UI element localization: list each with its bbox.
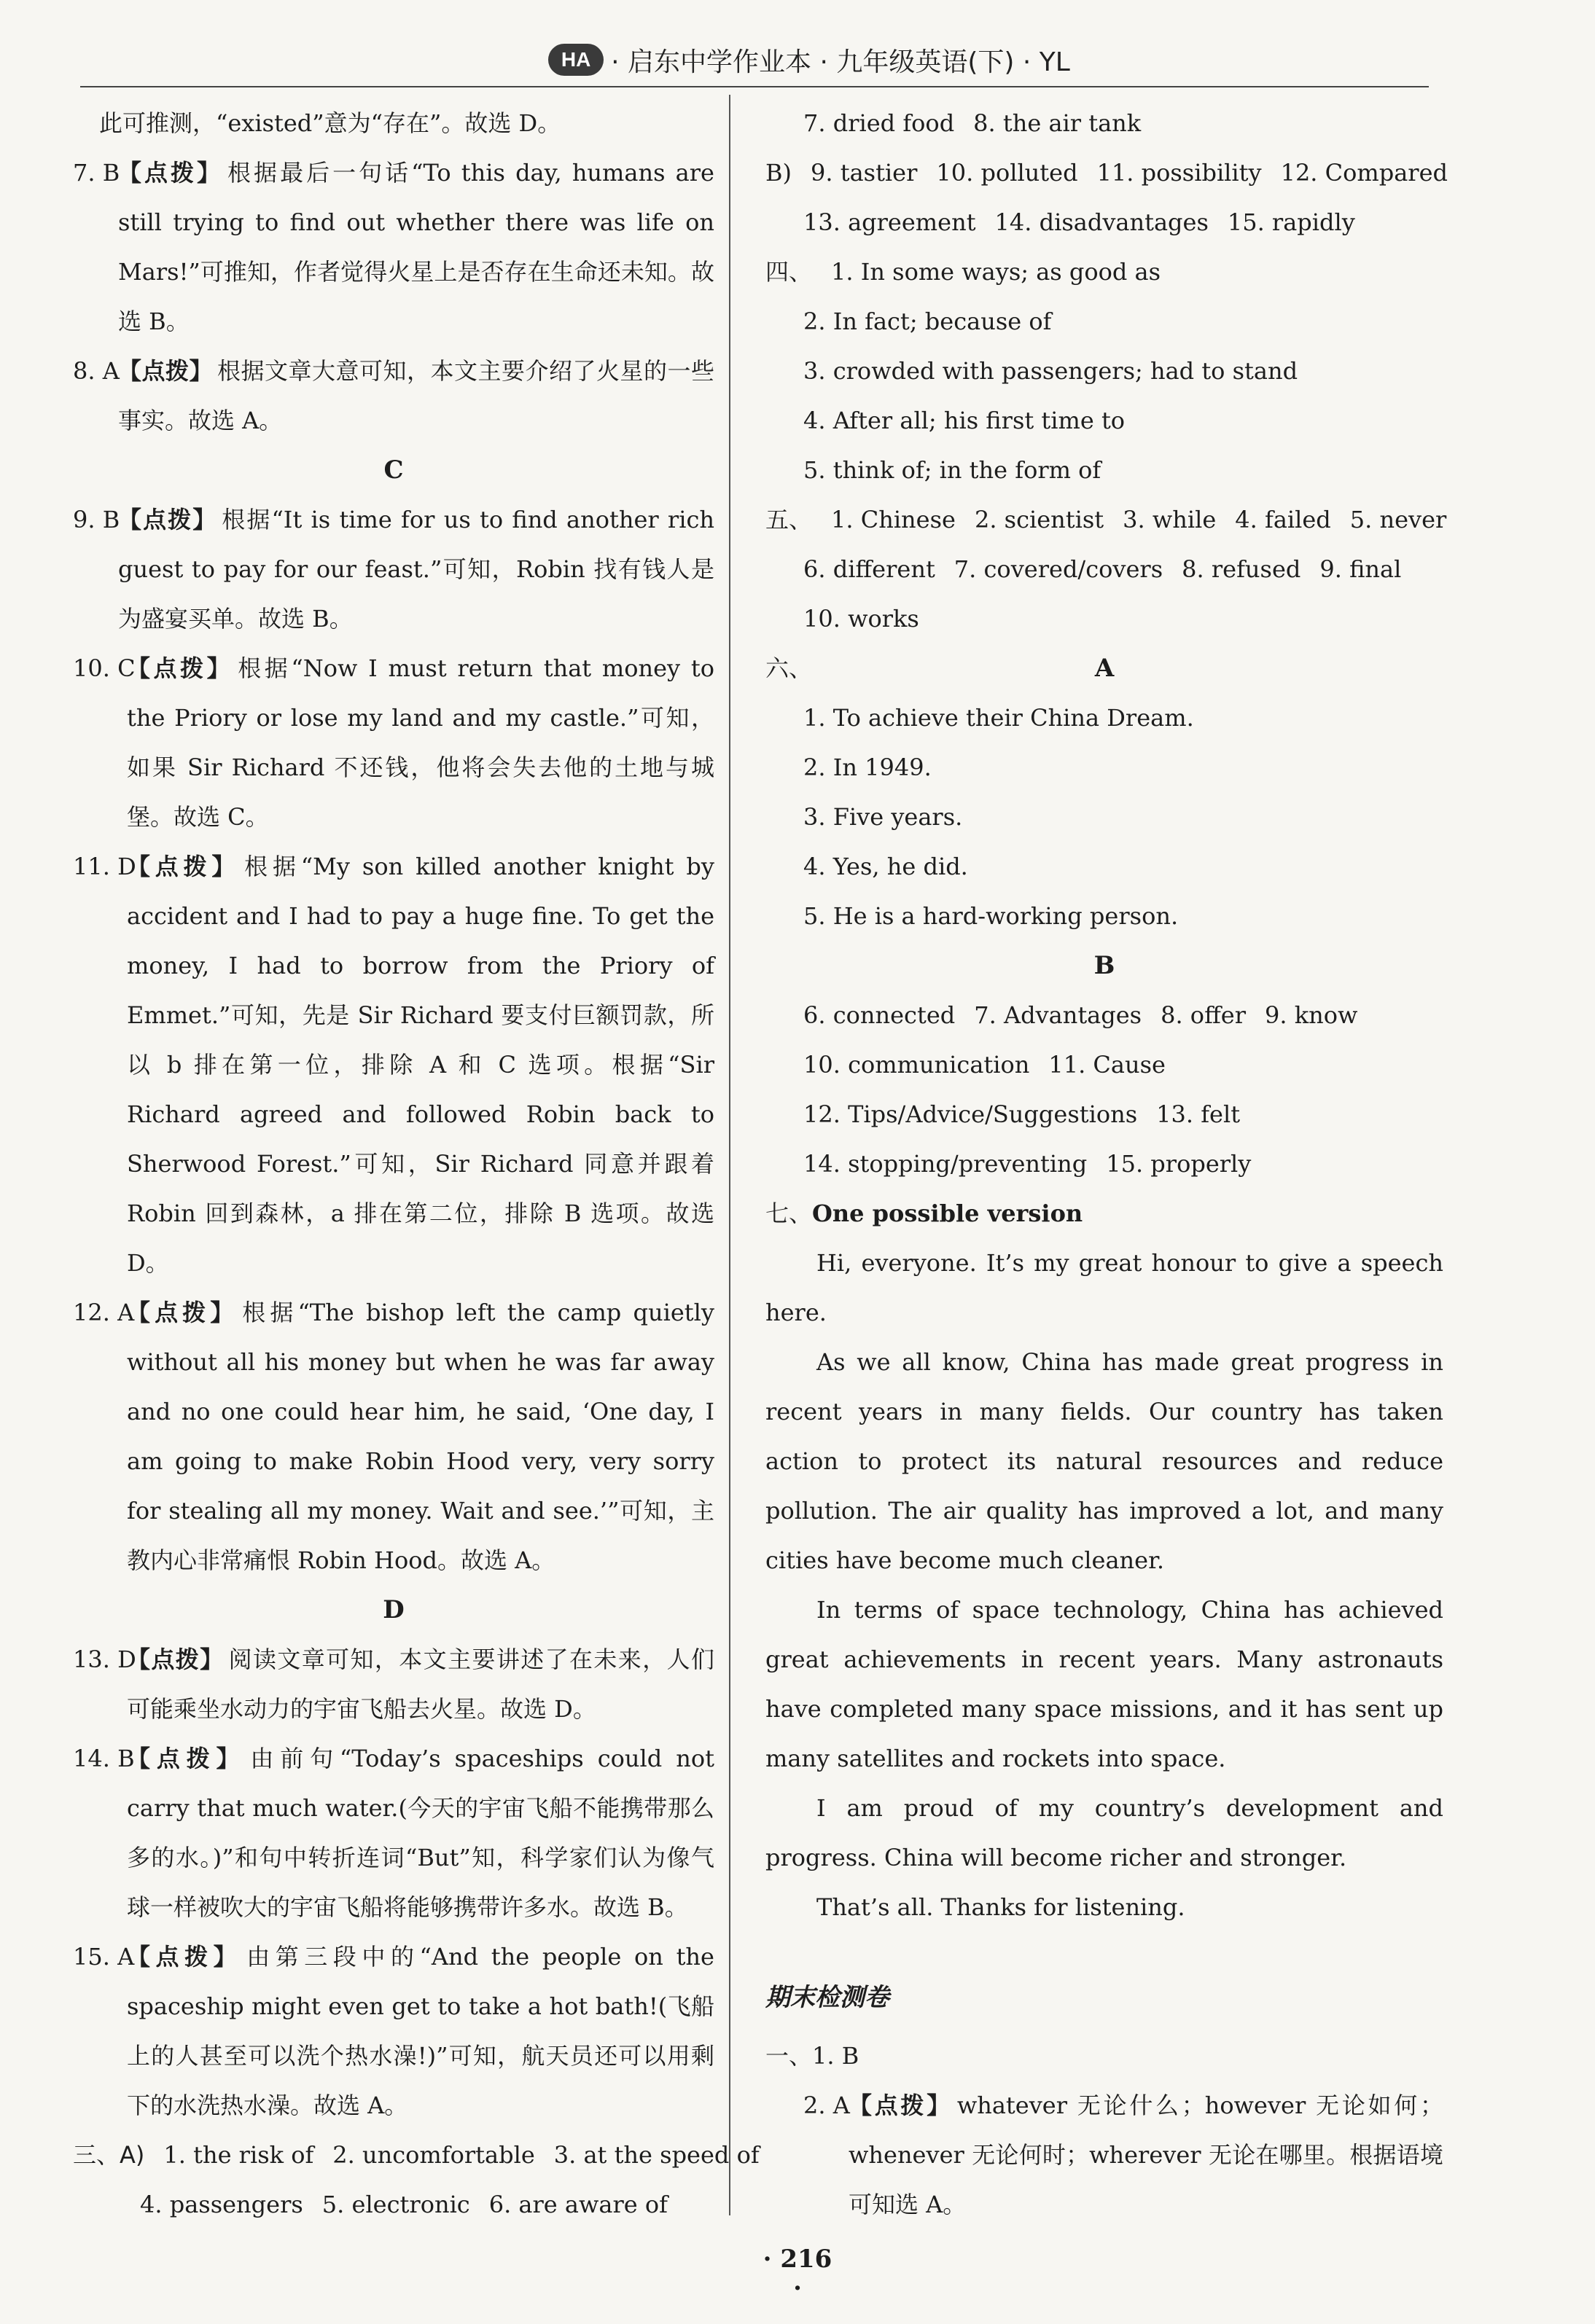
answer-value: 11. possibility	[1096, 159, 1262, 187]
header-title: · 启东中学作业本 · 九年级英语(下) · YL	[611, 47, 1070, 77]
answer-item-9	[73, 495, 714, 643]
answer-value: 6. different	[803, 555, 935, 583]
essay-paragraph: I am proud of my country’s development and progress. China will become richer and stronger.	[765, 1794, 1443, 1871]
section-6a-item: 3. Five years.	[803, 803, 963, 831]
answer-number: 7. B	[73, 159, 120, 187]
answer-item-14	[73, 1734, 714, 1932]
section-7-title: One possible version	[812, 1200, 1083, 1227]
tip-label: 【点拨】	[127, 1745, 246, 1772]
answer-value: 6. connected	[803, 1001, 956, 1029]
answer-explanation: 根据“The bishop left the camp quietly without all his money but when he was far away and no one could hear him, he said, ‘One day, I am going to make Robin Hood very, very sorry for stealing all my money. Wait and see.’”可知，主教内心非常痛恨 Robin Hood。故选 A。	[127, 1299, 714, 1574]
answer-value: 1. B	[812, 2042, 859, 2070]
answer-explanation: 根据“Now I must return that money to the Priory or lose my land and my castle.”可知，如果 Sir Richard 不还钱，他将会失去他的土地与城堡。故选 C。	[127, 654, 714, 831]
subsection-a: A	[1094, 654, 1115, 683]
section-5-row-2	[765, 544, 1443, 594]
answer-value: 5. electronic	[321, 2191, 470, 2218]
section-4-row-1	[765, 247, 1443, 297]
answer-value: 1. the risk of	[163, 2141, 314, 2169]
tip-label: 【点拨】	[849, 2092, 953, 2119]
answer-value: 12. Tips/Advice/Suggestions	[803, 1100, 1138, 1128]
answer-value: 4. passengers	[140, 2191, 303, 2218]
answer-item-13	[73, 1635, 714, 1734]
model-essay	[765, 1238, 1443, 1932]
answer-explanation: whatever 无论什么；however 无论如何；whenever 无论何时；wherever 无论在哪里。根据语境可知选 A。	[849, 2092, 1443, 2218]
section-3b-row-1	[765, 148, 1448, 197]
answer-item-10	[73, 643, 714, 842]
answer-number: 8. A	[73, 357, 120, 385]
answer-explanation: 根据“It is time for us to find another rich guest to pay for our feast.”可知，Robin 找有钱人是为盛宴买单。故选 B。	[118, 506, 714, 633]
answer-number: 13. D	[73, 1646, 136, 1673]
column-divider	[729, 95, 730, 2215]
tip-label: 【点拨】	[127, 1646, 225, 1673]
answer-value: 3. while	[1123, 506, 1217, 533]
answer-number: 14. B	[73, 1745, 135, 1772]
answer-value: 7. Advantages	[974, 1001, 1142, 1029]
answer-item-11	[73, 842, 714, 1288]
answer-value: 4. failed	[1235, 506, 1331, 533]
answer-value: 8. offer	[1161, 1001, 1247, 1029]
answer-item-8	[73, 346, 714, 445]
answer-value: 2. uncomfortable	[332, 2141, 535, 2169]
answer-explanation: 根据最后一句话“To this day, humans are still trying to find out whether there was life on Mars!”可推知，作者觉得火星上是否存在生命还未知。故选 B。	[118, 159, 714, 335]
section-6-label: 六、	[765, 654, 813, 682]
answer-explanation: 由前句“Today’s spaceships could not carry that much water.(今天的宇宙飞船不能携带那么多的水。)”和句中转折连词“But”知，科学家们认为像气球一样被吹大的宇宙飞船将能够携带许多水。故选 B。	[127, 1745, 714, 1921]
section-4-item: 3. crowded with passengers; had to stand	[803, 357, 1298, 385]
answer-value: 6. are aware of	[488, 2191, 668, 2218]
answer-item-12	[73, 1288, 714, 1585]
section-3-label: 三、A)	[73, 2141, 145, 2169]
answer-explanation: 根据文章大意可知，本文主要介绍了火星的一些事实。故选 A。	[118, 357, 714, 434]
section-5-row-1	[765, 495, 1447, 544]
final-section-1-label: 一、	[765, 2042, 813, 2070]
answer-value: 8. refused	[1182, 555, 1301, 583]
section-3-row-3	[765, 98, 1443, 148]
answer-value: 13. felt	[1156, 1100, 1241, 1128]
answer-number: 12. A	[73, 1299, 135, 1326]
answer-value: 10. communication	[803, 1051, 1030, 1079]
answer-item-15	[73, 1932, 714, 2130]
subsection-c: C	[383, 455, 404, 485]
section-6a-item: 5. He is a hard-working person.	[803, 902, 1179, 930]
header-rule	[80, 86, 1429, 87]
section-6b-row-3	[765, 1089, 1443, 1139]
answer-item-7	[73, 148, 714, 346]
answer-value: 2. scientist	[974, 506, 1104, 533]
section-3b-row-2	[765, 197, 1443, 247]
answer-value: 5. never	[1349, 506, 1447, 533]
answer-value: 9. tastier	[811, 159, 918, 187]
answer-value: 13. agreement	[803, 208, 976, 236]
essay-paragraph: Hi, everyone. It’s my great honour to give a speech here.	[765, 1249, 1443, 1326]
answer-number: 15. A	[73, 1943, 135, 1971]
section-4-item: 2. In fact; because of	[803, 308, 1052, 335]
answer-value: 12. Compared	[1280, 159, 1448, 187]
section-6b-row-2	[765, 1040, 1443, 1089]
answer-value: 7. covered/covers	[954, 555, 1163, 583]
tip-label: 【点拨】	[127, 853, 241, 880]
final-section-1-row	[765, 2031, 1443, 2081]
left-column	[73, 98, 760, 2229]
right-column	[765, 98, 1448, 2229]
essay-paragraph: That’s all. Thanks for listening.	[816, 1893, 1185, 1921]
continued-text: 此可推测，“existed”意为“存在”。故选 D。	[99, 109, 561, 137]
section-6-heading	[765, 643, 1443, 693]
answer-value: 14. disadvantages	[994, 208, 1209, 236]
section-7-label: 七、	[765, 1200, 813, 1227]
section-3-row-1	[73, 2130, 760, 2180]
answer-number: 10. C	[73, 654, 136, 682]
answer-value: 9. know	[1265, 1001, 1358, 1029]
section-6b-row-1	[765, 990, 1443, 1040]
tip-label: 【点拨】	[127, 1299, 238, 1326]
section-6b-row-4	[765, 1139, 1443, 1189]
answer-number: 9. B	[73, 506, 120, 533]
answer-explanation: 由第三段中的“And the people on the spaceship might even get to take a hot bath!(飞船上的人甚至可以洗个热水澡!)”可知，航天员还可以用剩下的水洗热水澡。故选 A。	[127, 1943, 714, 2119]
tip-label: 【点拨】	[127, 1943, 243, 1971]
section-3b-label: B)	[765, 159, 792, 187]
section-4-label: 四、	[765, 258, 813, 286]
section-7-heading	[765, 1189, 1443, 1238]
tip-label: 【点拨】	[118, 506, 218, 533]
final-exam-title: 期末检测卷	[765, 1983, 889, 2012]
final-answer-item-2	[803, 2081, 1443, 2229]
essay-paragraph: In terms of space technology, China has achieved great achievements in recent years. Many astronauts have completed many space missions, and it has sent up many satellites and rockets into space.	[765, 1596, 1443, 1772]
tip-label: 【点拨】	[127, 654, 234, 682]
tip-label: 【点拨】	[118, 357, 213, 385]
answer-value: 1. In some ways; as good as	[831, 258, 1161, 286]
answer-value: 15. rapidly	[1227, 208, 1355, 236]
section-5-label: 五、	[765, 506, 813, 533]
section-3-row-2	[73, 2180, 714, 2229]
essay-paragraph: As we all know, China has made great progress in recent years in many fields. Our country has taken action to protect its natural resources and reduce pollution. The air quality has improved a lot, and many cities have become much cleaner.	[765, 1348, 1443, 1574]
answer-value: 11. Cause	[1048, 1051, 1166, 1079]
section-6a-item: 2. In 1949.	[803, 754, 932, 781]
answer-value: 3. at the speed of	[553, 2141, 760, 2169]
subsection-b: B	[1093, 951, 1115, 980]
answer-value: 10. polluted	[936, 159, 1078, 187]
answer-value: 7. dried food	[803, 109, 955, 137]
tip-label: 【点拨】	[118, 159, 224, 187]
page-number: · 216 ·	[763, 2245, 832, 2303]
answer-value: 15. properly	[1106, 1150, 1252, 1178]
answer-value: 8. the air tank	[973, 109, 1142, 137]
answer-value: 14. stopping/preventing	[803, 1150, 1088, 1178]
ha-logo-badge: HA	[548, 44, 604, 76]
subsection-d: D	[383, 1595, 405, 1624]
section-6a-item: 1. To achieve their China Dream.	[803, 704, 1194, 732]
page-header	[452, 38, 1166, 82]
answer-number: 2. A	[803, 2092, 850, 2119]
section-4-item: 4. After all; his first time to	[803, 407, 1126, 434]
answer-explanation: 阅读文章可知，本文主要讲述了在未来，人们可能乘坐水动力的宇宙飞船去火星。故选 D。	[127, 1646, 714, 1723]
section-4-item: 5. think of; in the form of	[803, 456, 1101, 484]
section-6a-item: 4. Yes, he did.	[803, 853, 968, 880]
answer-value: 9. final	[1319, 555, 1402, 583]
section-5-row-3: 10. works	[803, 605, 919, 633]
answer-explanation: 根据“My son killed another knight by accident and I had to pay a huge fine. To get the money, I had to borrow from the Priory of Emmet.”可知，先是 Sir Richard 要支付巨额罚款，所以 b 排在第一位，排除 A 和 C 选项。根据“Sir Richard agreed and followed Robin back to Sherwood Forest.”可知，Sir Richard 同意并跟着 Robin 回到森林，a 排在第二位，排除 B 选项。故选 D。	[127, 853, 714, 1277]
answer-number: 11. D	[73, 853, 136, 880]
answer-value: 1. Chinese	[831, 506, 956, 533]
